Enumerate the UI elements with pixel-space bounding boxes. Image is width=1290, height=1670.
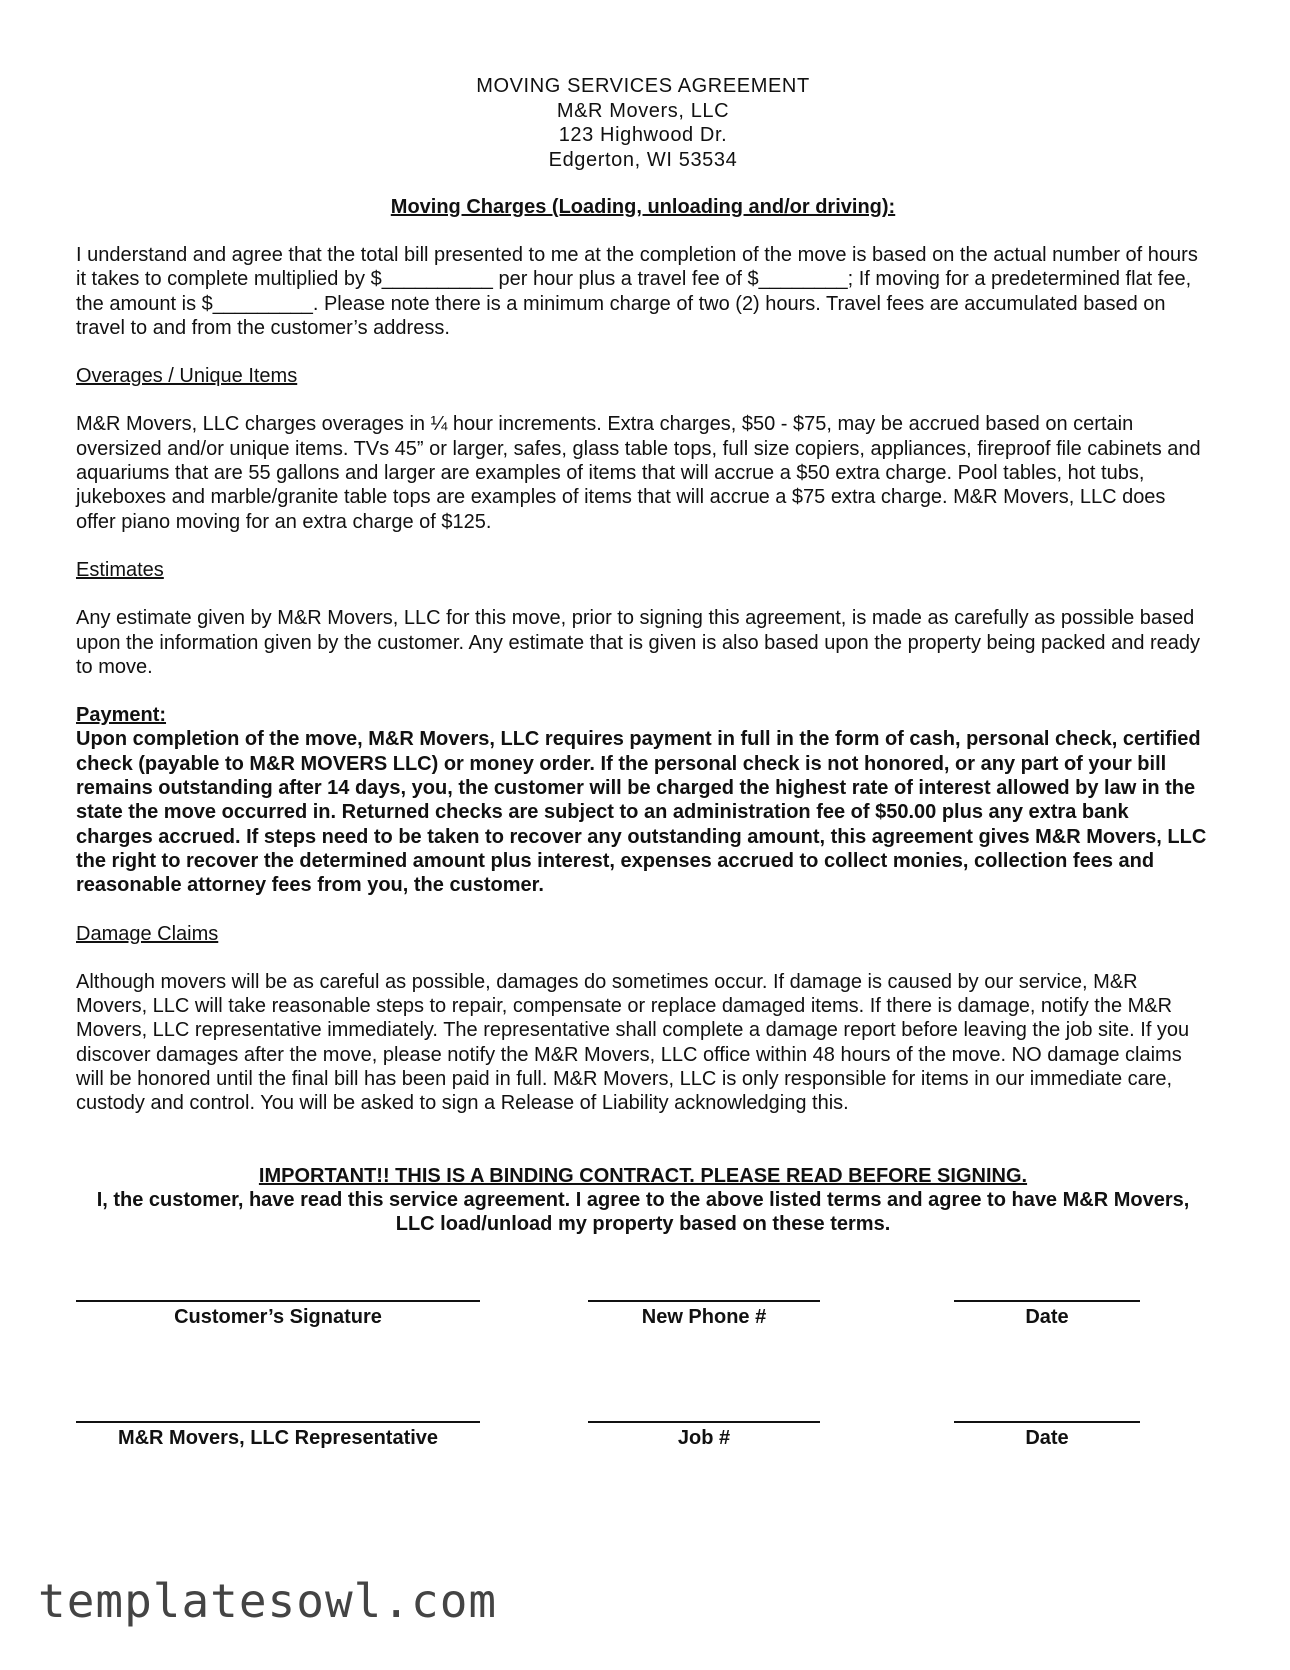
damage-claims-text: Although movers will be as careful as possible, damages do sometimes occur. If damage is caused by our service, M&R Movers, LLC will take reasonable steps to repair, compensate or replace damaged items. If there is damage, notify the M&R Movers, LLC representative immediately. The representative shall complete a damage report before leaving the job site. If you discover damages after the move, please notify the M&R Movers, LLC office within 48 hours of the move. NO damage claims will be honored until the final bill has been paid in full. M&R Movers, LLC is only responsible for items in our immediate care, custody and control. You will be asked to sign a Release of Liability acknowledging this. (76, 970, 1190, 1115)
customer-signature-label: Customer’s Signature (174, 1306, 382, 1328)
estimates-text: Any estimate given by M&R Movers, LLC for this move, prior to signing this agreement, is made as carefully as possible based upon the information given by the customer. Any estimate that is given is also based upon the property being packed and ready to move. (76, 607, 1201, 678)
agreement-page (76, 74, 1210, 1237)
date-field-customer[interactable] (954, 1300, 1140, 1329)
company-name: M&R Movers, LLC (556, 99, 730, 122)
date-label-representative: Date (1025, 1427, 1069, 1449)
representative-signature-field[interactable] (76, 1421, 480, 1450)
damage-claims-title: Damage Claims (76, 922, 219, 945)
signature-row-representative (76, 1421, 1210, 1481)
date-label-customer: Date (1025, 1306, 1069, 1328)
date-field-representative[interactable] (954, 1421, 1140, 1450)
overages-title: Overages / Unique Items (76, 365, 298, 388)
important-heading: IMPORTANT!! THIS IS A BINDING CONTRACT. PLEASE READ BEFORE SIGNING. (258, 1164, 1028, 1187)
estimates-title: Estimates (76, 558, 164, 581)
company-address-line1: 123 Highwood Dr. (558, 124, 728, 146)
payment-title: Payment: (76, 704, 167, 727)
document-title: MOVING SERVICES AGREEMENT (476, 75, 810, 97)
company-address-line2: Edgerton, WI 53534 (548, 148, 738, 171)
new-phone-label: New Phone # (641, 1306, 767, 1328)
document-header (76, 74, 1210, 172)
watermark: templatesowl.com (38, 1574, 498, 1628)
representative-label: M&R Movers, LLC Representative (117, 1427, 439, 1449)
important-notice (76, 1164, 1210, 1237)
moving-charges-text: I understand and agree that the total bill presented to me at the completion of the move is based on the actual number of hours it takes to complete multiplied by $__________ per hour plus a travel fee of $________; If moving for a predetermined flat fee, the amount is $_________. Please note there is a minimum charge of two (2) hours. Travel fees are accumulated based on travel to and from the customer’s address. (76, 244, 1198, 339)
signature-row-customer (76, 1300, 1210, 1360)
job-number-label: Job # (677, 1427, 731, 1449)
job-number-field[interactable] (588, 1421, 820, 1450)
important-text: I, the customer, have read this service agreement. I agree to the above listed terms and agree to have M&R Movers, LLC load/unload my property based on these terms. (96, 1188, 1190, 1236)
payment-text: Upon completion of the move, M&R Movers, LLC requires payment in full in the form of cash, personal check, certified check (payable to M&R MOVERS LLC) or money order. If the personal check is not honored, or any part of your bill remains outstanding after 14 days, you, the customer will be charged the highest rate of interest allowed by law in the state the move occurred in. Returned checks are subject to an administration fee of $50.00 plus any extra bank charges accrued. If steps need to be taken to recover any outstanding amount, this agreement gives M&R Movers, LLC the right to recover the determined amount plus interest, expenses accrued to collect monies, collection fees and reasonable attorney fees from you, the customer. (76, 728, 1207, 897)
overages-text: M&R Movers, LLC charges overages in ¼ hour increments. Extra charges, $50 - $75, may be accrued based on certain oversized and/or unique items. TVs 45” or larger, safes, glass table tops, full size copiers, appliances, fireproof file cabinets and aquariums that are 55 gallons and larger are examples of items that will accrue a $50 extra charge. Pool tables, hot tubs, jukeboxes and marble/granite table tops are examples of items that will accrue a $75 extra charge. M&R Movers, LLC does offer piano moving for an extra charge of $125. (76, 413, 1201, 533)
customer-signature-field[interactable] (76, 1300, 480, 1329)
new-phone-field[interactable] (588, 1300, 820, 1329)
moving-charges-title: Moving Charges (Loading, unloading and/or driving): (390, 196, 896, 218)
